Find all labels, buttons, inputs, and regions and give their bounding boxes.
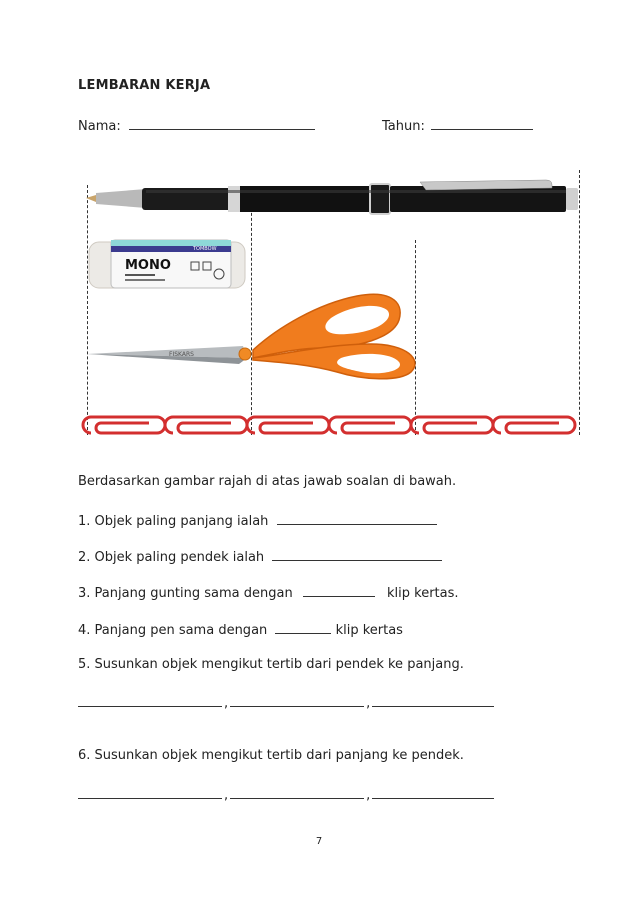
answer-6-blank[interactable] (78, 786, 222, 799)
paperclip-icon (493, 417, 575, 433)
page-number: 7 (315, 836, 323, 847)
name-label: Nama: (78, 119, 121, 134)
answer-2-blank[interactable] (272, 548, 442, 561)
question-3 (78, 584, 459, 601)
year-row (382, 117, 533, 134)
answer-5-blank[interactable] (372, 694, 494, 707)
question-4-suffix: klip kertas (335, 623, 403, 638)
paperclip-icon (247, 417, 329, 433)
question-1-text: 1. Objek paling panjang ialah (78, 514, 269, 529)
answer-1-blank[interactable] (277, 512, 437, 525)
question-6: 6. Susunkan objek mengikut tertib dari panjang ke pendek. (78, 748, 464, 763)
question-2-text: 2. Objek paling pendek ialah (78, 550, 265, 565)
answer-3-blank[interactable] (303, 584, 375, 597)
paperclip-icon (165, 417, 247, 433)
eraser-brand: MONO (125, 258, 171, 273)
question-4 (78, 621, 403, 638)
worksheet-title: LEMBARAN KERJA (78, 78, 211, 93)
eraser-image (87, 236, 251, 292)
year-label: Tahun: (382, 119, 425, 134)
name-blank[interactable] (129, 117, 315, 130)
instruction-text: Berdasarkan gambar rajah di atas jawab soalan di bawah. (78, 474, 457, 489)
paperclip-icon (411, 417, 493, 433)
year-blank[interactable] (431, 117, 533, 130)
paperclip-icon (329, 417, 411, 433)
question-3-text: 3. Panjang gunting sama dengan (78, 586, 293, 601)
question-2 (78, 548, 442, 565)
question-4-text: 4. Panjang pen sama dengan (78, 623, 268, 638)
answer-5-blank[interactable] (78, 694, 222, 707)
answer-6-row: , , (78, 786, 494, 803)
answer-6-blank[interactable] (230, 786, 364, 799)
pen-image (86, 178, 580, 222)
paperclip-icon (83, 417, 165, 433)
scissors-image (87, 288, 419, 380)
question-1 (78, 512, 437, 529)
scissors-brand: FISKARS (169, 351, 194, 358)
question-3-suffix: klip kertas. (387, 586, 459, 601)
answer-5-blank[interactable] (230, 694, 364, 707)
answer-4-blank[interactable] (275, 621, 331, 634)
question-5: 5. Susunkan objek mengikut tertib dari pendek ke panjang. (78, 657, 464, 672)
eraser-sub: TOMBOW (193, 246, 217, 252)
answer-6-blank[interactable] (372, 786, 494, 799)
answer-5-row: , , (78, 694, 494, 711)
paperclip-row (87, 412, 579, 438)
name-row (78, 117, 315, 134)
